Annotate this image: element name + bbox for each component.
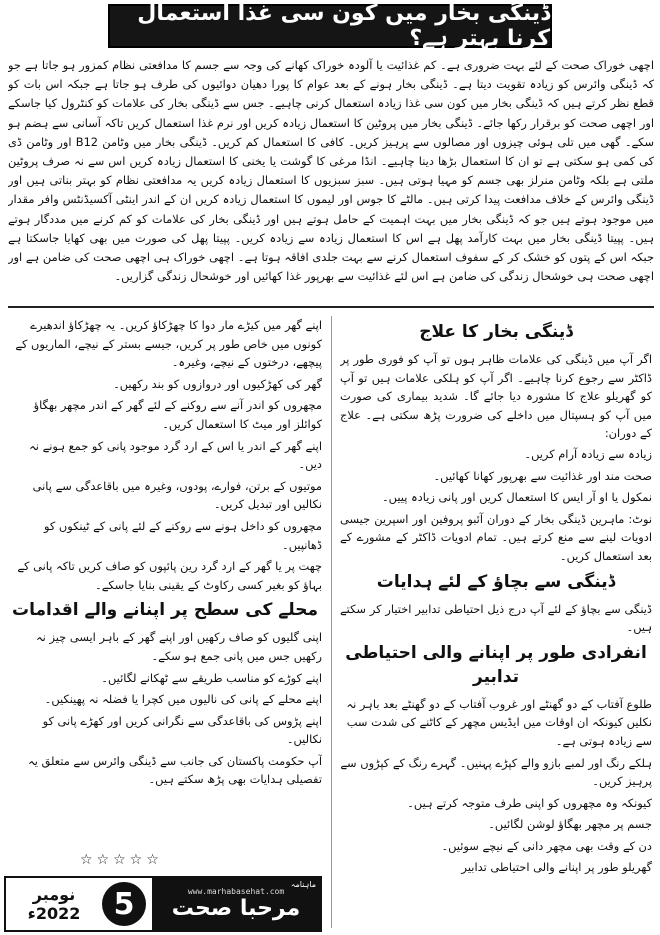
list-item: موتیوں کے برتن، فوارے، پودوں، وغیرہ میں باقاعدگی سے پانی نکالیں اور تبدیل کریں۔	[32, 478, 322, 512]
magazine-footer	[4, 876, 322, 932]
list-item: مچھروں کو اندر آنے سے روکنے کے لئے گھر کے اندر مچھر بھگاؤ کوائلز اور میٹ کا استعمال کریں۔	[33, 398, 322, 431]
list-item: اپنی گلیوں کو صاف رکھیں اور اپنے گھر کے باہر ایسی چیز نہ رکھیں جس میں پانی جمع ہو سکے۔	[35, 630, 322, 663]
list-item: گھر کی کھڑکیوں اور دروازوں کو بند رکھیں۔	[113, 376, 322, 391]
magazine-name: مرحبا صحت	[171, 895, 301, 921]
intro-paragraph: اچھی خوراک صحت کے لئے بہت ضروری ہے۔ کم غذائیت یا آلودہ خوراک کھانے کی وجہ سے جسم کا مدافعتی نظام کمزور ہو جاتا ہے جو کہ ڈینگی وائرس کو زیادہ تقویت دیتا ہے۔ ڈینگی بخار ہونے کے بعد عوام کا پورا دھیان دوائیوں کی طرف ہو جاتا ہے جبکہ اس بات کو قطع نظر کرتے ہیں کہ ڈینگی بخار میں کون سی غذا زیادہ استعمال کرنی چاہیے۔ جس سے ڈینگی بخار کی علامات کو کنٹرول کیا جاسکے اور اچھی صحت کو برقرار رکھا جائے۔ ڈینگی بخار میں پروٹین کا استعمال زیادہ کریں اور نرم غذا استعمال کریں تاکہ آسانی سے ہضم ہو سکے۔ گھی میں تلی ہوئی چیزوں اور مصالوں سے پرہیز کریں۔ کافی کا استعمال کم کریں۔ ڈینگی بخار میں وٹامن B12 اور وٹامن ڈی کی کمی ہو سکتی ہے تو ان کا استعمال بڑھا دینا چاہیے۔ انڈا مرغی کا گوشت یا یخنی کا استعمال زیادہ کریں اس سے نہ صرف پروٹین ملتی ہے بلکہ وٹامن منرلز بھی جسم کو مہیا ہوتی ہیں۔ سبز سبزیوں کا استعمال زیادہ کریں یہ مدافعتی نظام کو بہتر بناتی ہیں اور ڈینگی وائرس کے خلاف مدافعت پیدا کرتی ہیں۔ مالٹے کا جوس اور لیموں کا استعمال زیادہ کریں ان کے اندر اینٹی آکسیڈنٹس وافر مقدار میں موجود ہوتے ہیں جو کہ ڈینگی بخار میں بہت اہمیت کے حامل ہوتے ہیں اور ڈینگی بخار کی علامات کو کم کرنے میں مددگار ہوتے ہیں۔ پپیتا ڈینگی بخار میں بہت کارآمد پھل ہے اس کا استعمال زیادہ سے زیادہ کریں۔ پپیتا پھل کی صورت میں بھی کھایا جاسکتا ہے جبکہ اس کے پتوں کو خشک کر کے سفوف استعمال کرنے سے بہت جلدی افاقہ ہوتا ہے۔ اچھی خوراک ہی اچھی صحت کی ضامن ہے اور اچھی صحت ہی خوشحال زندگی کی ضامن ہے اس لئے غذائیت سے بھرپور غذا کھائیں اور خوشحال زندگی گزاریں۔	[8, 58, 654, 284]
community-heading: محلے کی سطح پر اپنانے والے اقدامات	[12, 600, 318, 621]
website-link[interactable]: www.marhabasehat.com	[187, 886, 285, 896]
article-title: ڈینگی بخار میں کون سی غذا استعمال کرنا بہتر ہے؟	[108, 4, 552, 48]
list-item: نمکول یا او آر ایس کا استعمال کریں اور پانی زیادہ پییں۔	[381, 490, 652, 505]
list-item: اپنے پڑوس کی باقاعدگی سے نگرانی کریں اور کھڑے پانی کو نکالیں۔	[42, 713, 322, 747]
left-column	[8, 316, 322, 874]
magazine-logo	[152, 878, 320, 930]
list-item: مچھروں کو داخل ہونے سے روکنے کے لئے پانی کے ٹینکوں کو ڈھانپیں۔	[43, 518, 322, 552]
list-item: اپنے کوڑے کو مناسب طریقے سے ٹھکانے لگائیں۔	[101, 670, 322, 685]
list-item: دن کے وقت بھی مچھر دانی کے نیچے سوئیں۔	[441, 838, 652, 853]
treatment-note: نوٹ: ماہرین ڈینگی بخار کے دوران آئبو پروفین اور اسپرین جیسی ادویات لینے سے منع کرتے ہیں۔ تمام ادویات ڈاکٹر کے مشورے کے بعد استعمال کریں۔	[340, 511, 652, 563]
community-measures-list	[8, 628, 322, 789]
list-item: زیادہ سے زیادہ آرام کریں۔	[524, 446, 652, 461]
right-column	[340, 316, 652, 932]
prevention-intro: ڈینگی سے بچاؤ کے لئے آپ درج ذیل احتیاطی تدابیر اختیار کر سکتے ہیں۔	[340, 601, 652, 635]
issue-date: نومبر 2022ء	[27, 885, 81, 923]
list-item: گھریلو طور پر اپنانے والی احتیاطی تدابیر	[461, 860, 652, 875]
list-item: ہلکے رنگ اور لمبے بازو والے کپڑے پہنیں۔ گہرے رنگ کے کپڑوں سے پرہیز کریں۔	[340, 755, 652, 789]
column-rule	[331, 316, 332, 928]
list-item: کیونکہ وہ مچھروں کو اپنی طرف متوجہ کرتے ہیں۔	[407, 795, 652, 810]
list-item: اپنے گھر کے اندر یا اس کے ارد گرد موجود پانی کو جمع ہونے نہ دیں۔	[29, 438, 322, 472]
list-item: طلوع آفتاب کے دو گھنٹے اور غروب آفتاب کے دو گھنٹے بعد باہر نہ نکلیں کیونکہ ان اوقات میں ایڈیس مچھر کے کاٹنے کی شدت سب سے زیادہ ہوتی ہے۔	[346, 696, 652, 748]
magazine-tag: ماہنامہ	[290, 880, 316, 889]
list-item: اپنے گھر میں کیڑے مار دوا کا چھڑکاؤ کریں۔ یہ چھڑکاؤ اندھیرے کونوں میں خاص طور پر کریں، جیسے بستر کے نیچے، الماریوں کے پیچھے، درختوں کے نیچے، وغیرہ۔	[15, 318, 322, 370]
treatment-heading: ڈینگی بخار کا علاج	[419, 322, 573, 342]
list-item: اپنے محلے کے پانی کی نالیوں میں کچرا یا فضلہ نہ پھینکیں۔	[44, 692, 322, 707]
household-measures-list	[8, 316, 322, 594]
treatment-paragraph: اگر آپ میں ڈینگی کی علامات ظاہر ہوں تو آپ کو فوری طور پر ڈاکٹر سے رجوع کرنا چاہیے۔ اگر آپ کو ہلکی علامات ہیں تو آپ کو گھریلو علاج کا مشورہ دیا جائے گا۔ شدید بیماری کی صورت میں آپ کو ہسپتال میں داخلے کی ضرورت پڑھ سکتی ہے۔ علاج کے دوران:	[340, 352, 652, 441]
personal-measures-list	[340, 695, 652, 877]
list-item: آپ حکومت پاکستان کی جانب سے ڈینگی وائرس سے متعلق یہ تفصیلی ہدایات بھی پڑھ سکتے ہیں۔	[28, 753, 322, 787]
personal-measures-heading: انفرادی طور پر اپنانے والی احتیاطی تدابیر	[345, 642, 647, 687]
section-divider	[8, 306, 654, 308]
intro-section	[8, 56, 654, 298]
list-item: چھت پر یا گھر کے ارد گرد رین پائپوں کو صاف کریں تاکہ پانی کے بہاؤ کو بغیر کسی رکاوٹ کے یقینی بنایا جاسکے۔	[17, 559, 322, 592]
prevention-heading: ڈینگی سے بچاؤ کے لئے ہدایات	[376, 571, 616, 592]
treatment-list	[340, 445, 652, 507]
list-item: جسم پر مچھر بھگاؤ لوشن لگائیں۔	[488, 817, 652, 832]
page-number: 5	[102, 882, 146, 926]
star-separator: ☆☆☆☆☆	[80, 852, 163, 868]
list-item: صحت مند اور غذائیت سے بھرپور کھانا کھائیں۔	[433, 468, 652, 483]
